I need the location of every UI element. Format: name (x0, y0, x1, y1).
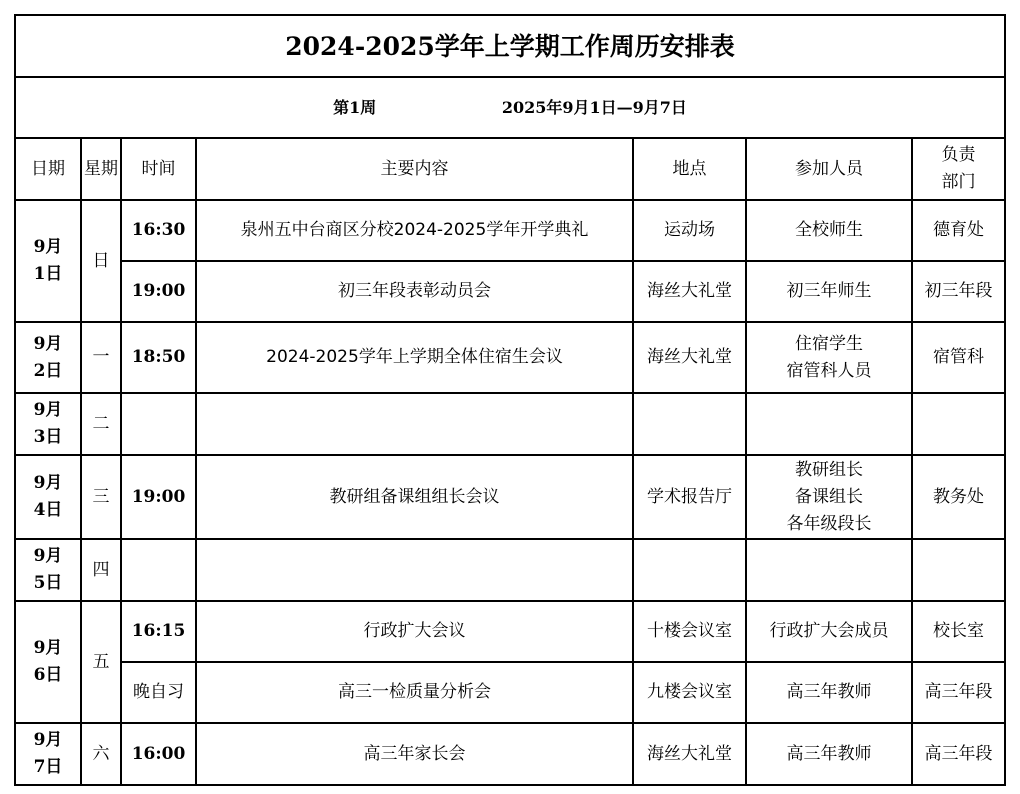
place-cell: 十楼会议室 (633, 601, 746, 662)
place-cell: 海丝大礼堂 (633, 723, 746, 785)
place-cell: 海丝大礼堂 (633, 322, 746, 393)
content-cell (196, 393, 633, 455)
place-cell (633, 393, 746, 455)
weekday-cell: 四 (81, 539, 121, 601)
date-cell: 9月 3日 (15, 393, 81, 455)
people-cell: 全校师生 (746, 200, 912, 261)
time-cell: 19:00 (121, 455, 196, 539)
people-cell: 高三年教师 (746, 662, 912, 723)
table-row (15, 723, 1005, 785)
week-info (15, 77, 1005, 138)
header-weekday: 星期 (81, 138, 121, 200)
table-row (15, 455, 1005, 539)
time-cell: 16:00 (121, 723, 196, 785)
content-cell: 行政扩大会议 (196, 601, 633, 662)
dept-cell: 校长室 (912, 601, 1005, 662)
people-cell: 教研组长 备课组长 各年级段长 (746, 455, 912, 539)
people-cell: 初三年师生 (746, 261, 912, 322)
place-cell: 海丝大礼堂 (633, 261, 746, 322)
content-cell: 2024-2025学年上学期全体住宿生会议 (196, 322, 633, 393)
dept-cell: 高三年段 (912, 723, 1005, 785)
time-cell: 16:15 (121, 601, 196, 662)
dept-cell: 教务处 (912, 455, 1005, 539)
place-cell: 学术报告厅 (633, 455, 746, 539)
time-cell: 19:00 (121, 261, 196, 322)
people-cell: 住宿学生 宿管科人员 (746, 322, 912, 393)
table-row (15, 322, 1005, 393)
dept-cell: 宿管科 (912, 322, 1005, 393)
date-cell: 9月 5日 (15, 539, 81, 601)
page-title: 2024-2025学年上学期工作周历安排表 (15, 15, 1005, 77)
weekday-cell: 二 (81, 393, 121, 455)
content-cell: 高三年家长会 (196, 723, 633, 785)
dept-cell: 高三年段 (912, 662, 1005, 723)
table-row (15, 662, 1005, 723)
header-date: 日期 (15, 138, 81, 200)
table-row (15, 261, 1005, 322)
date-cell: 9月 7日 (15, 723, 81, 785)
week-date-range: 2025年9月1日—9月7日 (501, 98, 687, 117)
content-cell: 教研组备课组组长会议 (196, 455, 633, 539)
time-cell (121, 539, 196, 601)
table-row (15, 393, 1005, 455)
week-number: 第1周 (333, 98, 377, 117)
people-cell (746, 393, 912, 455)
weekday-cell: 六 (81, 723, 121, 785)
date-cell: 9月 1日 (15, 200, 81, 322)
place-cell: 运动场 (633, 200, 746, 261)
schedule-table (14, 14, 1006, 786)
table-row (15, 200, 1005, 261)
weekday-cell: 日 (81, 200, 121, 322)
content-cell (196, 539, 633, 601)
dept-cell (912, 393, 1005, 455)
time-cell (121, 393, 196, 455)
table-row (15, 539, 1005, 601)
header-place: 地点 (633, 138, 746, 200)
time-cell: 18:50 (121, 322, 196, 393)
dept-cell: 德育处 (912, 200, 1005, 261)
people-cell: 高三年教师 (746, 723, 912, 785)
weekday-cell: 一 (81, 322, 121, 393)
dept-cell (912, 539, 1005, 601)
place-cell: 九楼会议室 (633, 662, 746, 723)
time-cell: 晚自习 (121, 662, 196, 723)
time-cell: 16:30 (121, 200, 196, 261)
header-people: 参加人员 (746, 138, 912, 200)
weekday-cell: 三 (81, 455, 121, 539)
content-cell: 高三一检质量分析会 (196, 662, 633, 723)
content-cell: 初三年段表彰动员会 (196, 261, 633, 322)
weekday-cell: 五 (81, 601, 121, 723)
place-cell (633, 539, 746, 601)
people-cell: 行政扩大会成员 (746, 601, 912, 662)
date-cell: 9月 6日 (15, 601, 81, 723)
header-dept: 负责 部门 (912, 138, 1005, 200)
header-row (15, 138, 1005, 200)
header-time: 时间 (121, 138, 196, 200)
table-row (15, 601, 1005, 662)
content-cell: 泉州五中台商区分校2024-2025学年开学典礼 (196, 200, 633, 261)
date-cell: 9月 2日 (15, 322, 81, 393)
date-cell: 9月 4日 (15, 455, 81, 539)
dept-cell: 初三年段 (912, 261, 1005, 322)
header-content: 主要内容 (196, 138, 633, 200)
people-cell (746, 539, 912, 601)
